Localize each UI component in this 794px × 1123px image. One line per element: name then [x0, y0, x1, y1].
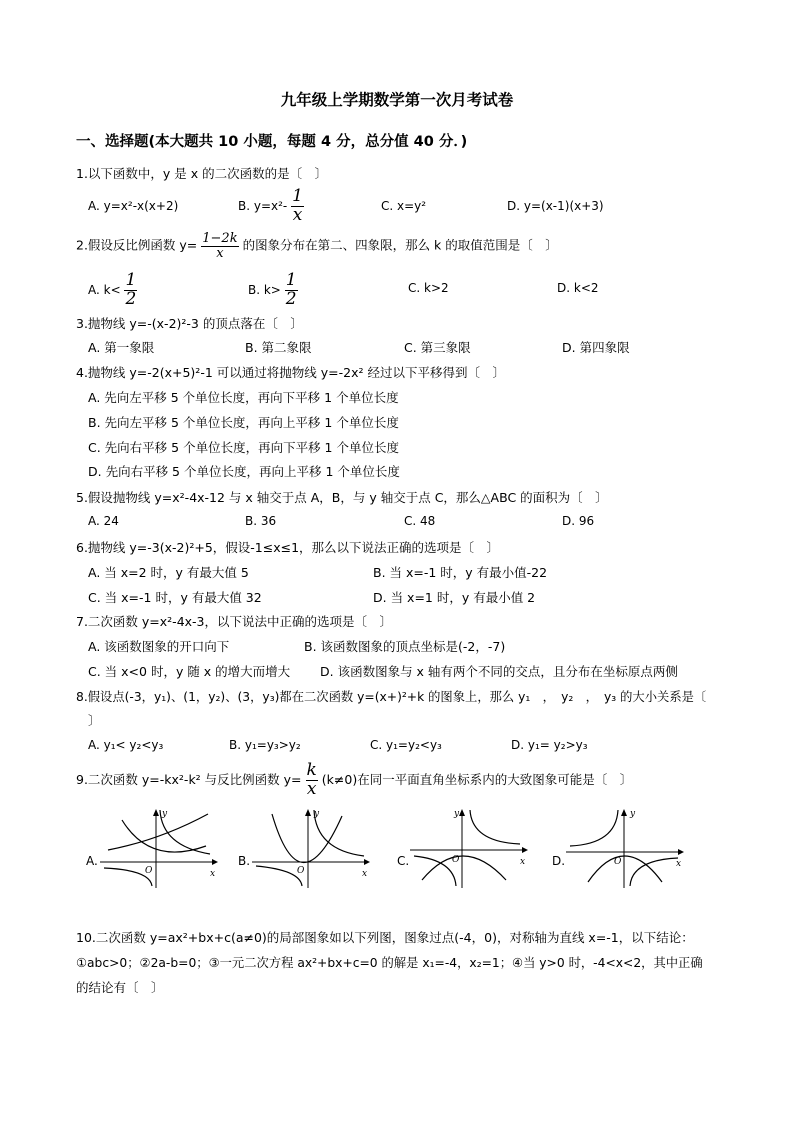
y-axis-label: y [630, 809, 636, 819]
question-10-line-1: 10.二次函数 y=ax²+bx+c(a≠0)的局部图象如以下列图，图象过点(-4，0)，对称轴为直线 x=-1，以下结论： [76, 930, 694, 945]
x-axis-arrow [212, 859, 218, 865]
fraction-denominator: 2 [125, 288, 137, 309]
question-1-option-d: D. y=(x-1)(x+3) [507, 199, 604, 213]
question-5-option-c: C. 48 [404, 514, 436, 528]
curve [314, 810, 364, 856]
question-4-option-b: B. 先向左平移 5 个单位长度，再向上平移 1 个单位长度 [88, 415, 399, 430]
question-6-option-d: D. 当 x=1 时，y 有最小值 2 [373, 590, 536, 605]
x-axis-label: x [676, 859, 682, 869]
question-7-option-c: C. 当 x<0 时，y 随 x 的增大而增大 [88, 664, 291, 679]
question-9-option-d-label: D. [552, 854, 566, 868]
question-9-option-b-label: B. [238, 854, 251, 868]
question-6-option-b: B. 当 x=-1 时，y 有最小值-22 [373, 565, 548, 580]
question-9-option-c-label: C. [397, 854, 410, 868]
origin-label: O [452, 855, 460, 865]
question-8-option-a: A. y₁< y₂<y₃ [88, 738, 164, 752]
question-4-stem: 4.抛物线 y=-2(x+5)²-1 可以通过将抛物线 y=-2x² 经过以下平移得到〔 〕 [76, 365, 505, 380]
question-9-graph-a [100, 806, 220, 888]
fraction-denominator: x [216, 245, 224, 261]
question-3-option-a: A. 第一象限 [88, 340, 155, 355]
question-3-stem: 3.抛物线 y=-(x-2)²-3 的顶点落在〔 〕 [76, 316, 303, 331]
y-axis-arrow [153, 809, 159, 816]
question-5-stem: 5.假设抛物线 y=x²-4x-12 与 x 轴交于点 A，B，与 y 轴交于点 C，那么△ABC 的面积为〔 〕 [76, 490, 608, 505]
question-8-option-d: D. y₁= y₂>y₃ [511, 738, 588, 752]
question-8-stem-line-1: 8.假设点(-3，y₁)、(1，y₂)、(3，y₃)都在二次函数 y=(x+)²+k 的图象上，那么 y₁ ， y₂ ， y₃ 的大小关系是〔 [76, 690, 707, 704]
fraction-denominator: x [292, 204, 303, 225]
fraction-one-half [124, 272, 137, 309]
question-2-option-b-prefix: B. k> [248, 282, 281, 297]
fraction-denominator: x [306, 778, 317, 799]
question-9-graph-c [410, 806, 530, 888]
question-9-stem-prefix: 9.二次函数 y=-kx²-k² 与反比例函数 y= [76, 771, 302, 787]
y-axis-label: y [162, 809, 168, 819]
question-8-option-c: C. y₁=y₂<y₃ [370, 738, 442, 752]
y-axis-label: y [454, 809, 460, 819]
question-1-option-b [238, 188, 304, 225]
question-9-stem-suffix: (k≠0)在同一平面直角坐标系内的大致图象可能是〔 〕 [321, 771, 633, 787]
fraction-numerator: k [306, 760, 317, 780]
question-10-line-3: 的结论有〔 〕 [76, 980, 164, 995]
question-9-stem [76, 762, 632, 799]
fraction-numerator: 1−2k [202, 231, 238, 246]
question-3-option-b: B. 第二象限 [245, 340, 312, 355]
question-2-stem-suffix: 的图象分布在第二、四象限，那么 k 的取值范围是〔 〕 [242, 237, 558, 253]
question-7-option-b: B. 该函数图象的顶点坐标是(-2，-7) [304, 639, 506, 654]
curve [470, 810, 520, 844]
origin-label: O [614, 857, 622, 867]
question-3-option-d: D. 第四象限 [562, 340, 630, 355]
question-2-option-d: D. k<2 [557, 281, 599, 295]
question-2-stem-prefix: 2.假设反比例函数 y= [76, 237, 198, 253]
question-4-option-d: D. 先向右平移 5 个单位长度，再向上平移 1 个单位长度 [88, 464, 400, 479]
curve [414, 856, 456, 886]
question-1-option-c: C. x=y² [381, 199, 427, 213]
question-3-option-c: C. 第三象限 [404, 340, 471, 355]
curve [422, 856, 506, 880]
fraction-one-over-x [291, 188, 304, 225]
section-heading: 一、选择题(本大题共 10 小题，每题 4 分，总分值 40 分．) [76, 134, 468, 150]
question-1-option-b-prefix: B. y=x²- [238, 198, 288, 213]
fraction-numerator: 1 [292, 186, 303, 206]
question-2-option-c: C. k>2 [408, 281, 449, 295]
curve [256, 866, 302, 886]
question-6-option-a: A. 当 x=2 时，y 有最大值 5 [88, 565, 249, 580]
question-9-option-a-label: A. [86, 854, 98, 868]
question-4-option-a: A. 先向左平移 5 个单位长度，再向下平移 1 个单位长度 [88, 390, 399, 405]
fraction-numerator: 1 [125, 270, 137, 290]
question-9-graph-b [252, 806, 372, 888]
y-axis-label: y [314, 809, 320, 819]
origin-label: O [145, 866, 153, 876]
question-9-graph-d [566, 806, 686, 888]
page-title: 九年级上学期数学第一次月考试卷 [280, 91, 514, 109]
fraction-one-half [285, 272, 298, 309]
x-axis-arrow [522, 847, 528, 853]
question-6-stem: 6.抛物线 y=-3(x-2)²+5，假设-1≤x≤1，那么以下说法正确的选项是〔 〕 [76, 540, 500, 555]
curve [122, 820, 206, 852]
y-axis-arrow [305, 809, 311, 816]
fraction-1-minus-2k-over-x [201, 232, 238, 260]
question-1-stem: 1.以下函数中，y 是 x 的二次函数的是〔 〕 [76, 166, 328, 181]
question-4-option-c: C. 先向右平移 5 个单位长度，再向下平移 1 个单位长度 [88, 440, 399, 455]
question-8-stem-line-2: 〕 [88, 713, 101, 728]
curve [272, 814, 342, 863]
curve [108, 814, 208, 850]
curve [570, 810, 618, 846]
question-2-option-a-prefix: A. k< [88, 282, 121, 297]
question-5-option-a: A. 24 [88, 514, 119, 528]
fraction-denominator: 2 [285, 288, 297, 309]
y-axis-arrow [459, 809, 465, 816]
question-2-option-b [248, 272, 298, 309]
x-axis-arrow [678, 849, 684, 855]
question-7-option-d: D. 该函数图象与 x 轴有两个不同的交点，且分布在坐标原点两侧 [320, 664, 678, 679]
x-axis-label: x [210, 869, 216, 879]
question-8-option-b: B. y₁=y₃>y₂ [229, 738, 301, 752]
question-2-stem [76, 232, 558, 260]
question-5-option-b: B. 36 [245, 514, 277, 528]
question-7-stem: 7.二次函数 y=x²-4x-3，以下说法中正确的选项是〔 〕 [76, 614, 393, 629]
question-6-option-c: C. 当 x=-1 时，y 有最大值 32 [88, 590, 262, 605]
question-7-option-a: A. 该函数图象的开口向下 [88, 639, 230, 654]
curve [588, 856, 662, 882]
question-5-option-d: D. 96 [562, 514, 595, 528]
fraction-k-over-x [306, 762, 318, 799]
y-axis-arrow [621, 809, 627, 816]
question-2-option-a [88, 272, 137, 309]
origin-label: O [297, 866, 305, 876]
x-axis-label: x [520, 857, 526, 867]
fraction-numerator: 1 [285, 270, 297, 290]
question-1-option-a: A. y=x²-x(x+2) [88, 199, 179, 213]
x-axis-label: x [362, 869, 368, 879]
x-axis-arrow [364, 859, 370, 865]
question-10-line-2: ①abc>0；②2a-b=0；③一元二次方程 ax²+bx+c=0 的解是 x₁=-4，x₂=1；④当 y>0 时，-4<x<2，其中正确 [76, 956, 703, 970]
